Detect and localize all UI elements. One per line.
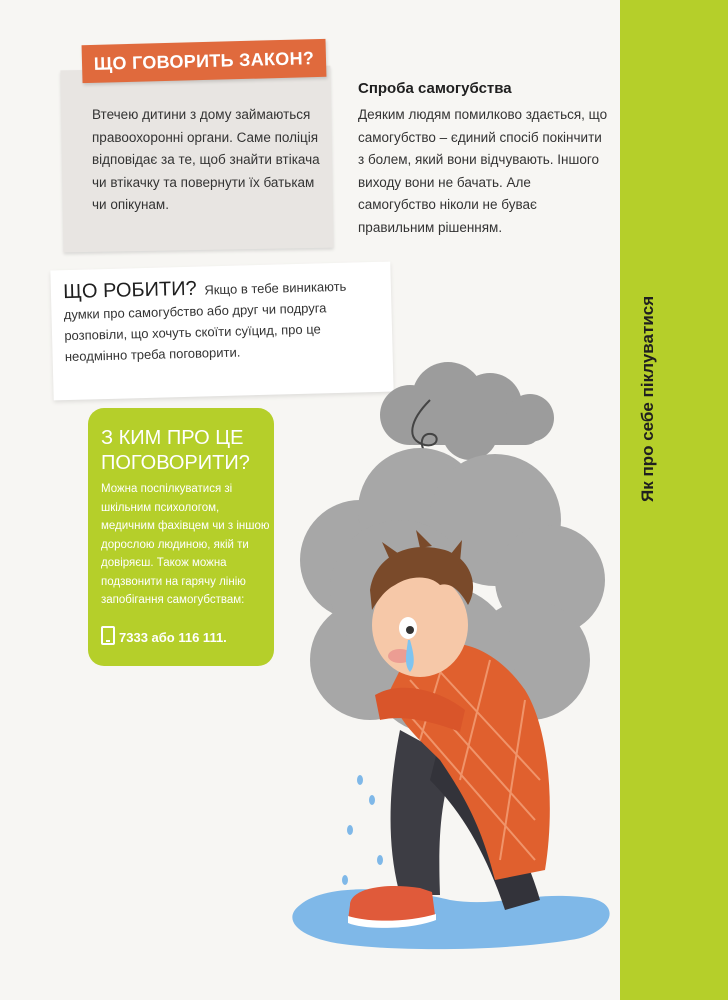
todo-block — [63, 274, 381, 367]
chapter-title: Як про себе піклуватися — [638, 295, 657, 502]
law-label — [82, 39, 327, 83]
tear-drops — [342, 775, 383, 885]
law-heading: ЩО ГОВОРИТЬ ЗАКОН? — [93, 48, 315, 74]
todo-heading: ЩО РОБИТИ? — [62, 277, 197, 304]
phone-icon — [101, 626, 115, 645]
hotline-number: 7333 або 116 111. — [119, 630, 227, 645]
hotline — [101, 626, 227, 645]
chapter-sidebar — [620, 0, 728, 1000]
law-text: Втечею дитини з дому займаються правоохоронні органи. Саме поліція відповідає за те, щоб знайти втікача чи втікачку та повернути їх батькам чи опікунам. — [92, 107, 320, 212]
shoe — [348, 886, 436, 928]
crying-boy-illustration — [290, 360, 620, 980]
talk-title: З КИМ ПРО ЦЕ ПОГОВОРИТИ? — [101, 427, 250, 474]
puddle — [292, 889, 609, 949]
todo-text: Якщо в тебе виникають думки про самогубство або друг чи подруга розповіли, що хочуть скоїти суїцид, про це неодмінно треба поговорити. — [63, 278, 347, 365]
attempt-text: Деяким людям помилково здається, що самогубство – єдиний спосіб покінчити з болем, який вони відчувають. Іншого виходу вони не бачать. Але самогубство ніколи не буває правильним рішенням. — [358, 107, 608, 235]
talk-text: Можна поспілкуватися зі шкільним психологом, медичним фахівцем чи з іншою дорослою людиною, якій ти довіряєш. Також можна подзвонити на гарячу лінію запобігання самогубствам: — [101, 483, 270, 606]
small-cloud — [380, 362, 554, 460]
attempt-title: Спроба самогубства — [358, 80, 512, 97]
